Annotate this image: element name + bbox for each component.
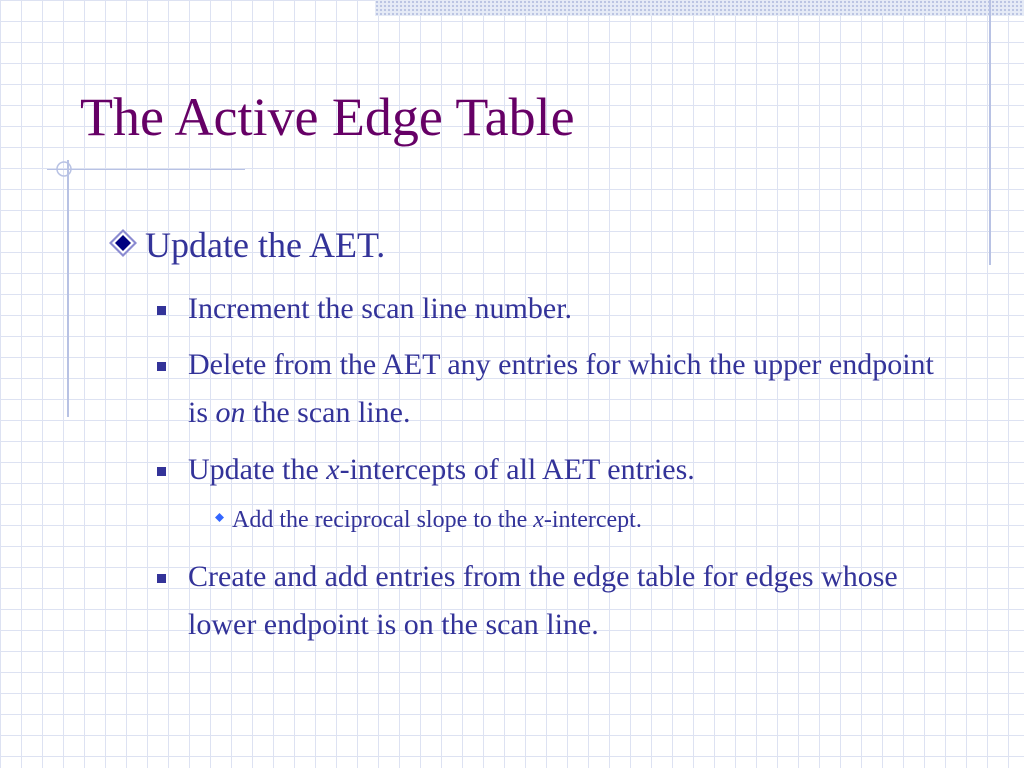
slide-title: The Active Edge Table: [80, 87, 575, 147]
bullet-update-aet: Update the AET.: [145, 225, 386, 265]
bullet-create-entries: Create and add entries from the edge table for edges whose lower endpoint is on the scan line.: [188, 560, 898, 641]
diamond-bullet-icon: [108, 228, 138, 258]
square-bullet-icon: [157, 574, 166, 583]
bullet-update-intercepts: Update the x-intercepts of all AET entries.: [188, 453, 695, 486]
sub-bullet-reciprocal-slope: Add the reciprocal slope to the x-intercept.: [232, 507, 642, 533]
bullet-delete-entries: Delete from the AET any entries for which the upper endpoint is on the scan line.: [188, 348, 934, 429]
square-bullet-icon: [157, 467, 166, 476]
small-diamond-bullet-icon: [215, 513, 224, 522]
square-bullet-icon: [157, 306, 166, 315]
bullet-increment-scan-line: Increment the scan line number.: [188, 292, 573, 325]
square-bullet-icon: [157, 362, 166, 371]
